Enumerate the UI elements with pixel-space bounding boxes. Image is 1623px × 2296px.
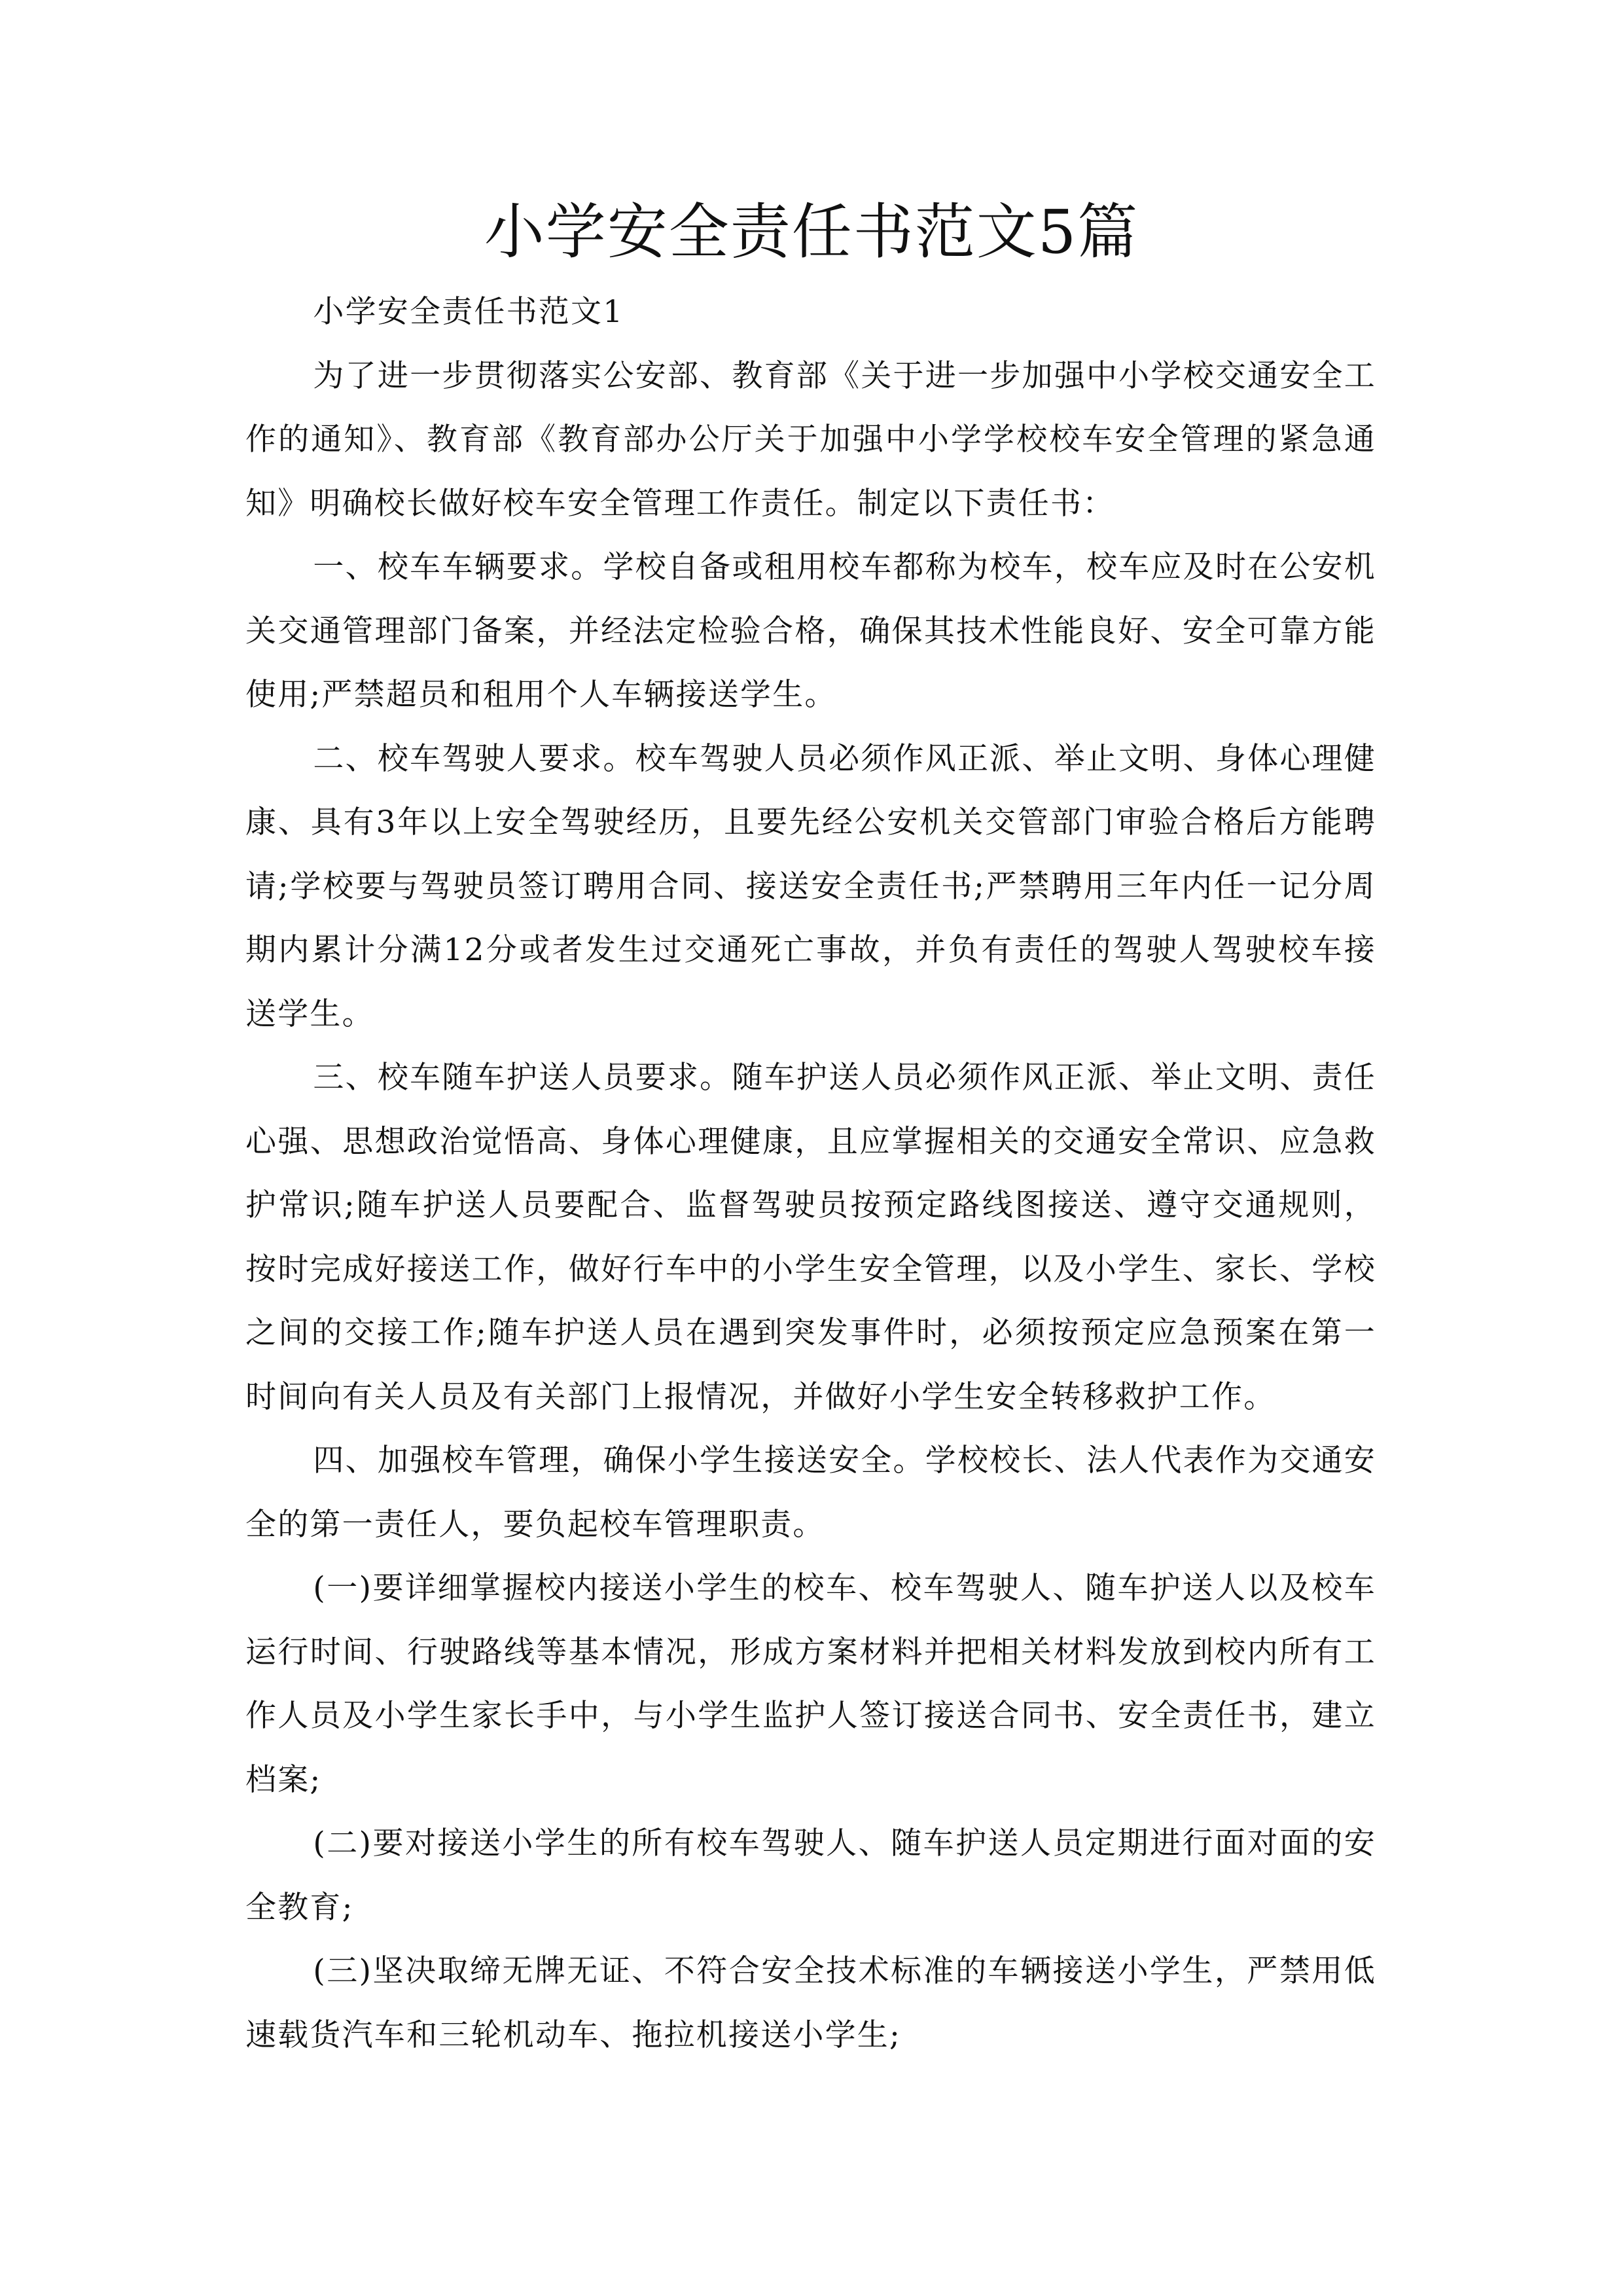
paragraph-item-2: (二)要对接送小学生的所有校车驾驶人、随车护送人员定期进行面对面的安全教育; — [245, 1825, 1376, 1926]
paragraph-intro: 为了进一步贯彻落实公安部、教育部《关于进一步加强中小学校交通安全工作的通知》、教育部《教育部办公厅关于加强中小学学校校车安全管理的紧急通知》明确校长做好校车安全管理工作责任。制定以下责任书： — [245, 357, 1376, 522]
document-title: 小学安全责任书范文5篇 — [484, 197, 1139, 267]
paragraph-escort-requirements: 三、校车随车护送人员要求。随车护送人员必须作风正派、举止文明、责任心强、思想政治觉悟高、身体心理健康，且应掌握相关的交通安全常识、应急救护常识;随车护送人员要配合、监督驾驶员按预定路线图接送、遵守交通规则，按时完成好接送工作，做好行车中的小学生安全管理，以及小学生、家长、学校之间的交接工作;随车护送人员在遇到突发事件时，必须按预定应急预案在第一时间向有关人员及有关部门上报情况，并做好小学生安全转移救护工作。 — [245, 1060, 1376, 1415]
paragraph-management: 四、加强校车管理，确保小学生接送安全。学校校长、法人代表作为交通安全的第一责任人，要负起校车管理职责。 — [245, 1443, 1376, 1543]
paragraph-item-3: (三)坚决取缔无牌无证、不符合安全技术标准的车辆接送小学生，严禁用低速载货汽车和三轮机动车、拖拉机接送小学生; — [245, 1953, 1376, 2053]
paragraph-driver-requirements: 二、校车驾驶人要求。校车驾驶人员必须作风正派、举止文明、身体心理健康、具有3年以上安全驾驶经历，且要先经公安机关交管部门审验合格后方能聘请;学校要与驾驶员签订聘用合同、接送安全责任书;严禁聘用三年内任一记分周期内累计分满12分或者发生过交通死亡事故，并负有责任的驾驶人驾驶校车接送学生。 — [245, 740, 1376, 1032]
section-heading: 小学安全责任书范文1 — [313, 294, 624, 330]
paragraph-item-1: (一)要详细掌握校内接送小学生的校车、校车驾驶人、随车护送人以及校车运行时间、行驶路线等基本情况，形成方案材料并把相关材料发放到校内所有工作人员及小学生家长手中，与小学生监护人签订接送合同书、安全责任书，建立档案; — [245, 1570, 1376, 1798]
paragraph-vehicle-requirements: 一、校车车辆要求。学校自备或租用校车都称为校车，校车应及时在公安机关交通管理部门备案，并经法定检验合格，确保其技术性能良好、安全可靠方能使用;严禁超员和租用个人车辆接送学生。 — [245, 549, 1376, 713]
document-body — [245, 280, 1376, 2067]
